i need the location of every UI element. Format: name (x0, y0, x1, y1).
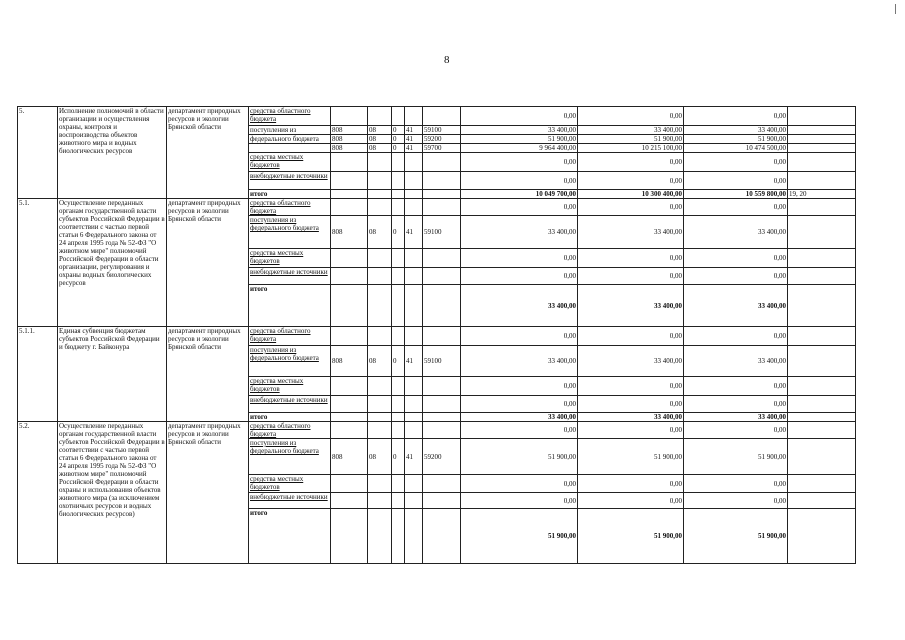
amount-year-1: 0,00 (461, 249, 578, 268)
amount-year-3: 51 900,00 (684, 135, 788, 144)
code-target (423, 107, 461, 126)
note (788, 135, 856, 144)
code-target (423, 172, 461, 190)
section-number: 5.2. (18, 422, 58, 564)
code-admin (331, 377, 368, 396)
note (788, 422, 856, 439)
page-number: 8 (444, 54, 450, 66)
amount-year-3: 0,00 (684, 107, 788, 126)
table-row (18, 327, 856, 346)
code-target (423, 377, 461, 396)
funding-source: итого (249, 285, 331, 327)
code-admin (331, 493, 368, 509)
note (788, 268, 856, 285)
code-subprogram (405, 327, 423, 346)
code-target (423, 422, 461, 439)
amount-year-1: 0,00 (461, 327, 578, 346)
amount-year-2: 0,00 (578, 153, 684, 172)
code-section (368, 249, 392, 268)
code-subprogram (405, 285, 423, 327)
code-admin: 808 (331, 126, 368, 135)
code-subprogram: 41 (405, 135, 423, 144)
note (788, 249, 856, 268)
amount-year-2: 33 400,00 (578, 413, 684, 422)
funding-source: итого (249, 413, 331, 422)
funding-source: поступления из федерального бюджета (249, 439, 331, 475)
funding-source: поступления из федерального бюджета (249, 216, 331, 249)
code-program: 0 (392, 346, 405, 377)
amount-year-3: 0,00 (684, 268, 788, 285)
code-target (423, 249, 461, 268)
code-admin (331, 509, 368, 564)
amount-year-3: 33 400,00 (684, 216, 788, 249)
code-section (368, 327, 392, 346)
code-section (368, 509, 392, 564)
note (788, 413, 856, 422)
code-target (423, 199, 461, 216)
amount-year-2: 51 900,00 (578, 135, 684, 144)
amount-year-3: 51 900,00 (684, 509, 788, 564)
amount-year-1: 0,00 (461, 377, 578, 396)
code-program (392, 107, 405, 126)
amount-year-1: 9 964 400,00 (461, 144, 578, 153)
note (788, 199, 856, 216)
code-program: 0 (392, 439, 405, 475)
code-target: 59200 (423, 439, 461, 475)
code-subprogram (405, 190, 423, 199)
code-section (368, 199, 392, 216)
amount-year-3: 0,00 (684, 493, 788, 509)
code-section (368, 422, 392, 439)
code-program (392, 172, 405, 190)
code-admin (331, 422, 368, 439)
amount-year-1: 0,00 (461, 153, 578, 172)
note (788, 509, 856, 564)
note (788, 377, 856, 396)
amount-year-2: 0,00 (578, 475, 684, 493)
code-target (423, 493, 461, 509)
code-admin (331, 285, 368, 327)
code-program (392, 493, 405, 509)
funding-source: федерального бюджета (249, 135, 331, 144)
code-program (392, 327, 405, 346)
code-admin (331, 249, 368, 268)
amount-year-1: 51 900,00 (461, 439, 578, 475)
note: 19, 20 (788, 190, 856, 199)
amount-year-3: 0,00 (684, 475, 788, 493)
code-subprogram (405, 107, 423, 126)
amount-year-2: 0,00 (578, 199, 684, 216)
note (788, 107, 856, 126)
amount-year-1: 0,00 (461, 107, 578, 126)
funding-source: итого (249, 190, 331, 199)
code-subprogram (405, 509, 423, 564)
code-target: 59100 (423, 216, 461, 249)
code-subprogram (405, 493, 423, 509)
code-program: 0 (392, 135, 405, 144)
amount-year-3: 0,00 (684, 153, 788, 172)
code-admin (331, 396, 368, 413)
code-program: 0 (392, 126, 405, 135)
funding-source: внебюджетные источники (249, 268, 331, 285)
code-subprogram (405, 377, 423, 396)
amount-year-3: 0,00 (684, 199, 788, 216)
code-subprogram (405, 172, 423, 190)
funding-source: средства областного бюджета (249, 107, 331, 126)
code-target: 59700 (423, 144, 461, 153)
code-section: 08 (368, 126, 392, 135)
code-admin: 808 (331, 346, 368, 377)
note (788, 346, 856, 377)
amount-year-1: 0,00 (461, 475, 578, 493)
amount-year-2: 0,00 (578, 422, 684, 439)
funding-source: средства областного бюджета (249, 422, 331, 439)
code-admin (331, 413, 368, 422)
code-admin (331, 153, 368, 172)
code-program (392, 475, 405, 493)
funding-source (249, 144, 331, 153)
amount-year-2: 0,00 (578, 172, 684, 190)
code-program (392, 268, 405, 285)
code-section: 08 (368, 439, 392, 475)
code-subprogram (405, 413, 423, 422)
amount-year-2: 33 400,00 (578, 285, 684, 327)
code-admin (331, 172, 368, 190)
section-executor: департамент природных ресурсов и экологии Брянской области (167, 107, 249, 199)
code-subprogram: 41 (405, 439, 423, 475)
code-section: 08 (368, 135, 392, 144)
note (788, 216, 856, 249)
amount-year-1: 33 400,00 (461, 216, 578, 249)
code-section (368, 172, 392, 190)
code-program (392, 422, 405, 439)
code-admin: 808 (331, 439, 368, 475)
amount-year-3: 51 900,00 (684, 439, 788, 475)
code-target: 59100 (423, 346, 461, 377)
amount-year-1: 0,00 (461, 172, 578, 190)
code-subprogram (405, 422, 423, 439)
scan-edge-mark (895, 4, 896, 14)
funding-source: средства местных бюджетов (249, 377, 331, 396)
section-number: 5. (18, 107, 58, 199)
amount-year-3: 0,00 (684, 249, 788, 268)
code-program: 0 (392, 144, 405, 153)
note (788, 172, 856, 190)
code-section (368, 493, 392, 509)
amount-year-3: 10 474 500,00 (684, 144, 788, 153)
amount-year-1: 0,00 (461, 422, 578, 439)
code-section: 08 (368, 346, 392, 377)
section-name: Осуществление переданных органам государственной власти субъектов Российской Федерации в соответствии с частью первой статьи 6 Федерального закона от 24 апреля 1995 года № 52-ФЗ "О животном мире" полномочий Российской Федерации в области организации, регулирования и охраны водных биологических ресурсов (58, 199, 167, 327)
funding-source: внебюджетные источники (249, 396, 331, 413)
code-subprogram: 41 (405, 216, 423, 249)
code-subprogram: 41 (405, 346, 423, 377)
amount-year-2: 51 900,00 (578, 509, 684, 564)
code-admin (331, 190, 368, 199)
funding-source: итого (249, 509, 331, 564)
section-name: Единая субвенция бюджетам субъектов Российской Федерации и бюджету г. Байконура (58, 327, 167, 422)
code-program (392, 509, 405, 564)
code-target (423, 190, 461, 199)
code-section (368, 396, 392, 413)
amount-year-2: 10 300 400,00 (578, 190, 684, 199)
funding-source: поступления из (249, 126, 331, 135)
code-target (423, 153, 461, 172)
code-subprogram (405, 268, 423, 285)
amount-year-2: 0,00 (578, 396, 684, 413)
amount-year-1: 0,00 (461, 493, 578, 509)
amount-year-1: 33 400,00 (461, 413, 578, 422)
code-program (392, 199, 405, 216)
code-target (423, 413, 461, 422)
code-subprogram: 41 (405, 126, 423, 135)
code-target: 59100 (423, 126, 461, 135)
code-target (423, 327, 461, 346)
code-admin: 808 (331, 216, 368, 249)
funding-source: средства местных бюджетов (249, 249, 331, 268)
code-program (392, 249, 405, 268)
funding-source: средства областного бюджета (249, 199, 331, 216)
amount-year-1: 0,00 (461, 396, 578, 413)
note (788, 475, 856, 493)
amount-year-1: 51 900,00 (461, 135, 578, 144)
code-program (392, 153, 405, 172)
note (788, 327, 856, 346)
code-section (368, 413, 392, 422)
table-row (18, 199, 856, 216)
code-subprogram (405, 396, 423, 413)
section-name: Исполнение полномочий в области организации и осуществления охраны, контроля и воспроизводства объектов животного мира и водных биологических ресурсов (58, 107, 167, 199)
code-program (392, 377, 405, 396)
amount-year-2: 0,00 (578, 107, 684, 126)
code-program (392, 190, 405, 199)
note (788, 285, 856, 327)
amount-year-2: 0,00 (578, 377, 684, 396)
note (788, 493, 856, 509)
amount-year-2: 33 400,00 (578, 346, 684, 377)
funding-source: внебюджетные источники (249, 172, 331, 190)
code-section (368, 153, 392, 172)
code-target (423, 396, 461, 413)
code-section (368, 475, 392, 493)
amount-year-3: 33 400,00 (684, 285, 788, 327)
code-section (368, 285, 392, 327)
code-target (423, 509, 461, 564)
section-name: Осуществление переданных органам государственной власти субъектов Российской Федерации в соответствии с частью первой статьи 6 Федерального закона от 24 апреля 1995 года № 52-ФЗ "О животном мире" полномочий Российской Федерации в области охраны и использования объектов животного мира (за исключением охотничьих ресурсов и водных биологических ресурсов) (58, 422, 167, 564)
code-admin (331, 327, 368, 346)
funding-source: средства местных бюджетов (249, 153, 331, 172)
note (788, 153, 856, 172)
amount-year-1: 33 400,00 (461, 346, 578, 377)
code-program (392, 285, 405, 327)
section-number: 5.1. (18, 199, 58, 327)
amount-year-1: 51 900,00 (461, 509, 578, 564)
amount-year-3: 33 400,00 (684, 413, 788, 422)
code-section (368, 107, 392, 126)
code-subprogram (405, 249, 423, 268)
amount-year-3: 0,00 (684, 172, 788, 190)
code-target (423, 285, 461, 327)
section-number: 5.1.1. (18, 327, 58, 422)
amount-year-3: 10 559 800,00 (684, 190, 788, 199)
amount-year-2: 33 400,00 (578, 216, 684, 249)
code-admin (331, 107, 368, 126)
amount-year-1: 33 400,00 (461, 126, 578, 135)
amount-year-1: 0,00 (461, 199, 578, 216)
amount-year-1: 0,00 (461, 268, 578, 285)
code-section: 08 (368, 216, 392, 249)
funding-source: поступления из федерального бюджета (249, 346, 331, 377)
code-subprogram (405, 199, 423, 216)
code-target: 59200 (423, 135, 461, 144)
code-subprogram (405, 475, 423, 493)
code-admin (331, 475, 368, 493)
amount-year-2: 0,00 (578, 268, 684, 285)
amount-year-2: 0,00 (578, 249, 684, 268)
funding-source: средства областного бюджета (249, 327, 331, 346)
section-executor: департамент природных ресурсов и экологии Брянской области (167, 422, 249, 564)
amount-year-2: 51 900,00 (578, 439, 684, 475)
note (788, 126, 856, 135)
amount-year-2: 10 215 100,00 (578, 144, 684, 153)
amount-year-3: 33 400,00 (684, 346, 788, 377)
funding-source: средства местных бюджетов (249, 475, 331, 493)
code-section (368, 377, 392, 396)
code-admin: 808 (331, 144, 368, 153)
code-section: 08 (368, 144, 392, 153)
note (788, 396, 856, 413)
note (788, 439, 856, 475)
code-subprogram (405, 153, 423, 172)
amount-year-3: 0,00 (684, 377, 788, 396)
code-section (368, 268, 392, 285)
amount-year-2: 33 400,00 (578, 126, 684, 135)
code-admin (331, 199, 368, 216)
code-target (423, 268, 461, 285)
amount-year-2: 0,00 (578, 327, 684, 346)
section-executor: департамент природных ресурсов и экологии Брянской области (167, 199, 249, 327)
amount-year-3: 0,00 (684, 396, 788, 413)
section-executor: департамент природных ресурсов и экологии Брянской области (167, 327, 249, 422)
code-program (392, 413, 405, 422)
amount-year-3: 33 400,00 (684, 126, 788, 135)
code-admin: 808 (331, 135, 368, 144)
amount-year-1: 33 400,00 (461, 285, 578, 327)
amount-year-3: 0,00 (684, 422, 788, 439)
code-program (392, 396, 405, 413)
code-section (368, 190, 392, 199)
amount-year-1: 10 049 700,00 (461, 190, 578, 199)
code-program: 0 (392, 216, 405, 249)
budget-table (17, 106, 856, 564)
code-subprogram: 41 (405, 144, 423, 153)
amount-year-2: 0,00 (578, 493, 684, 509)
amount-year-3: 0,00 (684, 327, 788, 346)
code-target (423, 475, 461, 493)
note (788, 144, 856, 153)
table-row (18, 422, 856, 439)
funding-source: внебюджетные источники (249, 493, 331, 509)
table-row (18, 107, 856, 126)
code-admin (331, 268, 368, 285)
